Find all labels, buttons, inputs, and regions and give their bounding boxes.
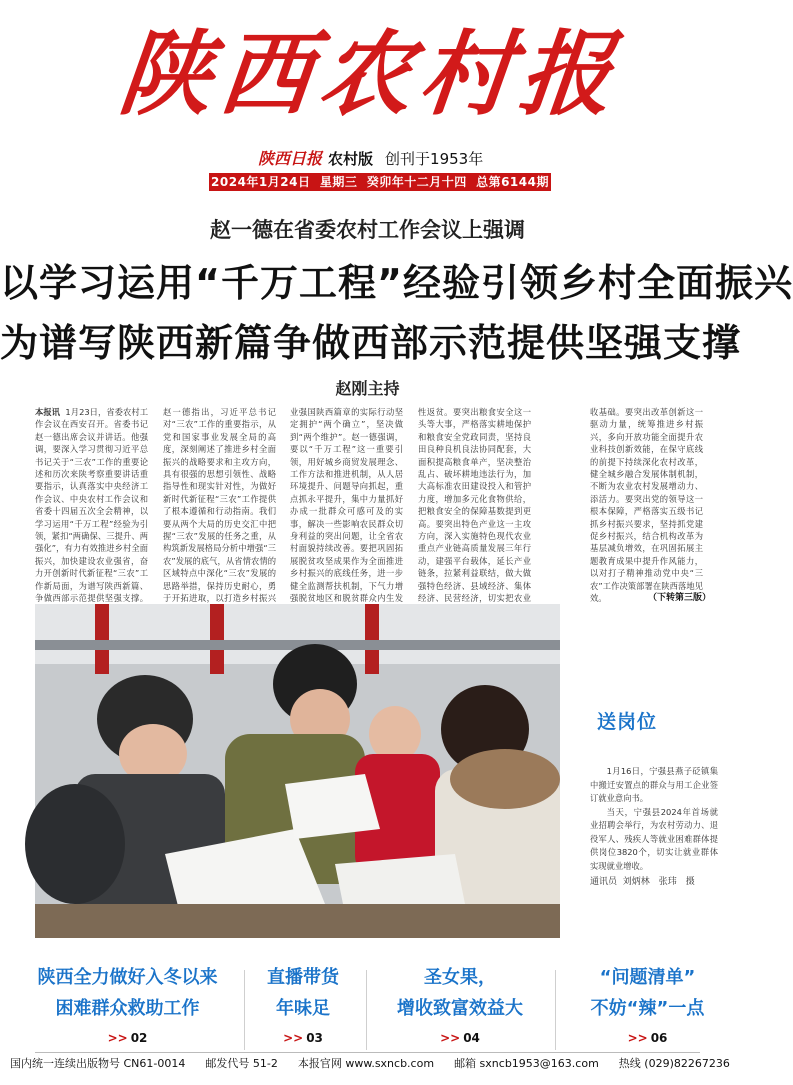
footer-email[interactable]: 邮箱 sxncb1953@163.com bbox=[454, 1057, 599, 1070]
founded-label: 创刊于1953年 bbox=[385, 150, 484, 168]
article-column-1 bbox=[35, 406, 148, 604]
footer-postal: 邮发代号 51-2 bbox=[205, 1057, 278, 1070]
teaser-page-ref bbox=[15, 1028, 240, 1048]
job-fair-photo bbox=[35, 604, 560, 938]
photo-credit-names: 刘炳林 张玮 摄 bbox=[622, 877, 695, 887]
teaser-line-2: 增收致富效益大 bbox=[397, 998, 523, 1019]
footer bbox=[0, 1055, 735, 1071]
teaser-page-02[interactable] bbox=[15, 962, 240, 1048]
teaser-page-06[interactable] bbox=[575, 962, 720, 1048]
dateline-bar bbox=[209, 173, 551, 191]
continued-note: （下转第三版） bbox=[648, 593, 712, 603]
teaser-arrow-icon: >> bbox=[440, 1031, 461, 1045]
teaser-page-ref bbox=[248, 1028, 358, 1048]
lead-topic: 赵一德在省委农村工作会议上强调 bbox=[210, 218, 525, 242]
teaser-page-04[interactable] bbox=[375, 962, 545, 1048]
article-column-1-text: 1月23日，省委农村工作会议在西安召开。省委书记赵一德出席会议并讲话。他强调，要深入学习贯彻习近平总书记关于“三农”工作的重要论述和历次来陕考察重要讲话重要指示，认真落实中央经济工作会议、中央农村工作会议和省委十四届五次全会精神，以学习运用“千万工程”经验为引领，紧扣“两确保、三提升、两强化”，有力有效推进乡村全面振兴，加快建设农业强省，奋力开创新时代新征程“三农”工作新局面，为谱写陕西新篇、争做西部示范提供坚强支撑。 bbox=[35, 407, 148, 604]
article-column-4: 性返贫。要突出粮食安全这一头等大事，严格落实耕地保护和粮食安全党政同责，坚持良田良种良机良法协同配套，大面积提高粮食单产，坚决整治乱占、破坏耕地违法行为，加大高标准农田建设投入和管护力度，增加多元化食物供给，把粮食安全的保障基数提到更高。要突出特色产业这一主攻方向，深入实施特色现代农业重点产业链高质量发展三年行动，建强平台载体，延长产业链条，拉紧利益联结，做大做强特色经济、县域经济、集体经济、民营经济，切实把农业 bbox=[418, 407, 531, 604]
article-lead-tag: 本报讯 bbox=[35, 407, 61, 417]
footer-rule bbox=[35, 1052, 700, 1053]
photo-caption-1: 1月16日，宁强县燕子砭镇集中搬迁安置点的群众与用工企业签订就业意向书。 bbox=[590, 766, 718, 803]
lead-byline: 赵刚主持 bbox=[335, 379, 400, 398]
teaser-page-number: 03 bbox=[306, 1031, 323, 1045]
teaser-line-1: 陕西全力做好入冬以来 bbox=[37, 967, 218, 988]
teaser-page-number: 06 bbox=[650, 1031, 668, 1045]
issue-number: 总第6144期 bbox=[476, 175, 549, 189]
photo-caption-2: 当天，宁强县2024年首场就业招聘会举行，为农村劳动力、退役军人、残疾人等就业困难群体提供岗位3820个，切实让就业群体实现就业增收。 bbox=[590, 806, 718, 871]
teaser-line-1: 圣女果， bbox=[424, 967, 496, 988]
teaser-page-number: 04 bbox=[463, 1031, 480, 1045]
masthead bbox=[114, 18, 626, 133]
teaser-divider bbox=[366, 970, 367, 1050]
edition-label: 农村版 bbox=[328, 150, 374, 168]
teaser-divider bbox=[555, 970, 556, 1050]
lunar-date: 癸卯年十二月十四 bbox=[366, 175, 467, 189]
teaser-line-2: 年味足 bbox=[276, 998, 330, 1019]
photo-credit-label: 通讯员 bbox=[590, 877, 618, 887]
photo-title: 送岗位 bbox=[597, 711, 658, 733]
lead-headline-2: 为谱写陕西新篇争做西部示范提供坚强支撑 bbox=[0, 321, 742, 365]
teaser-arrow-icon: >> bbox=[627, 1031, 648, 1045]
teaser-page-ref bbox=[375, 1028, 545, 1048]
shaanxi-daily-logo: 陕西日报 bbox=[258, 149, 323, 168]
teaser-page-ref bbox=[575, 1028, 720, 1048]
article-column-2: 赵一德指出，习近平总书记对“三农”工作的重要指示，从党和国家事业发展全局的高度，深刻阐述了推进乡村全面振兴的战略要求和主攻方向，具有很强的思想引领性、战略指导性和现实针对性，为做好新时代新征程“三农”工作提供了根本遵循和行动指南。我们要从两个大局的历史交汇中把握“三农”发展的任务之重，从构筑新发展格局分析中增强“三农”发展的底气，从省情农情的区域特点中深化“三农”发展的思路举措，保持历史耐心，勇于开拓进取，以打造乡村振兴 bbox=[163, 407, 276, 604]
sub-brand bbox=[258, 146, 483, 168]
job-fair-photo-illustration bbox=[35, 604, 560, 938]
photo-credit bbox=[590, 874, 718, 887]
article-column-3: 业强国陕西篇章的实际行动坚定拥护“两个确立”，坚决做到“两个维护”。赵一德强调，要以“千万工程”这一重要引领，用好城乡商贸发展理念、工作方法和推进机制，从人居环境提升、问题导向抓起，重点抓永平提升，集中力量抓好办成一批群众可感可及的实事，解决一些影响农民群众切身利益的突出问题，让全省农村面貌持续改善。要把巩固拓展脱贫攻坚成果作为全面推进乡村振兴的底线任务，进一步健全监测帮扶机制，下气力增强脱贫地区和脱贫群众内生发 bbox=[290, 407, 403, 604]
teaser-arrow-icon: >> bbox=[283, 1031, 304, 1045]
footer-serial: 国内统一连续出版物号 CN61-0014 bbox=[10, 1057, 186, 1070]
teaser-page-03[interactable] bbox=[248, 962, 358, 1048]
teaser-page-number: 02 bbox=[130, 1031, 148, 1045]
issue-date: 2024年1月24日 bbox=[211, 175, 311, 189]
article-column-5: 收基础。要突出改革创新这一驱动力量，统筹推进乡村振兴，多向开放功能全面提升农业科技创新效能，在保守底线的前提下持续深化农村改革，健全城乡融合发展体制机制，不断为农业农村发展增动力、添活力。要突出党的领导这一根本保障，严格落实五级书记抓乡村振兴要求，坚持抓党建促乡村振兴，结合机构改革为基层减负增效，在巩固拓展主题教育成果中提升作风能力，以对打子精神推动党中央“三农”工作决策部署在陕西落地见效。 bbox=[590, 407, 703, 604]
footer-website[interactable]: 本报官网 www.sxncb.com bbox=[297, 1057, 435, 1070]
photo-caption bbox=[590, 765, 718, 873]
footer-hotline: 热线 (029)82267236 bbox=[618, 1057, 730, 1070]
teaser-divider bbox=[244, 970, 245, 1050]
teaser-arrow-icon: >> bbox=[107, 1031, 128, 1045]
lead-headline-1: 以学习运用“千万工程”经验引领乡村全面振兴 bbox=[0, 261, 793, 305]
teaser-line-2: 困难群众救助工作 bbox=[55, 998, 200, 1019]
teaser-line-2: 不妨“辣”一点 bbox=[590, 998, 705, 1019]
teaser-line-1: 直播带货 bbox=[267, 967, 339, 988]
teaser-line-1: “问题清单” bbox=[599, 967, 696, 988]
masthead-title: 陕西农村报 bbox=[114, 20, 626, 128]
issue-weekday: 星期三 bbox=[319, 175, 358, 189]
